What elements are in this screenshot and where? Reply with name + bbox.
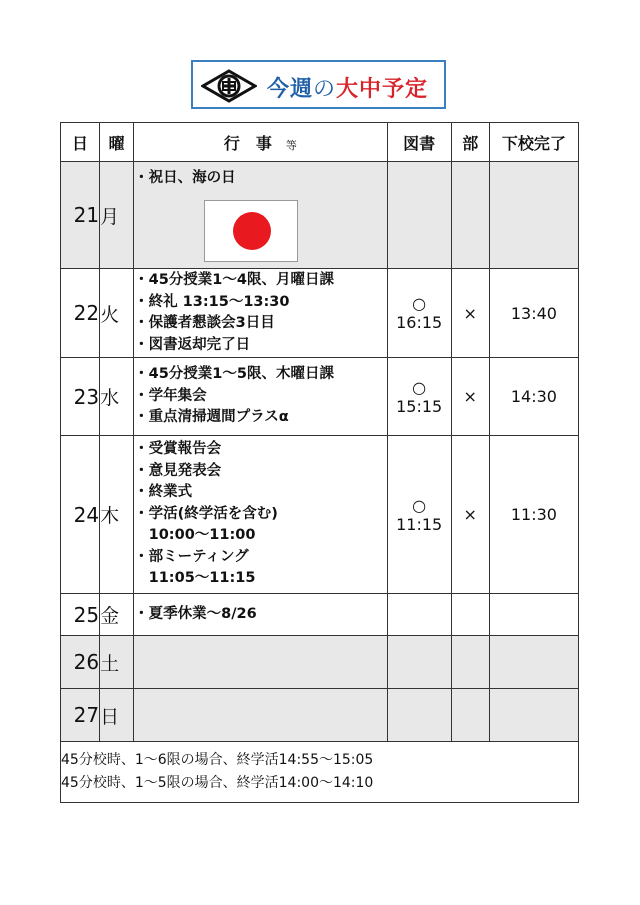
- table-row: [61, 689, 579, 742]
- row-club: ×: [451, 436, 489, 594]
- header-dismissal: 下校完了: [489, 123, 578, 162]
- row-dismissal: [489, 636, 578, 689]
- row-day: 25: [61, 594, 100, 636]
- row-day: 22: [61, 269, 100, 358]
- weekly-schedule-table: [60, 122, 579, 803]
- row-events: [134, 689, 387, 742]
- note-line: 45分校時、1～5限の場合、終学活14:00～14:10: [61, 775, 374, 791]
- row-events: ・夏季休業～8/26: [134, 594, 387, 636]
- title-banner: [191, 60, 446, 109]
- table-row: [61, 436, 579, 594]
- row-dow: 火: [100, 269, 134, 358]
- row-events: ・45分授業1～5限、木曜日課 ・学年集会 ・重点清掃週間プラスα: [134, 358, 387, 436]
- row-dismissal: [489, 689, 578, 742]
- row-library: [387, 594, 451, 636]
- schedule-notes: [61, 742, 579, 803]
- school-logo-icon: [201, 69, 257, 103]
- row-events: ・祝日、海の日: [134, 162, 387, 269]
- row-events: [134, 636, 387, 689]
- row-dow: 金: [100, 594, 134, 636]
- header-club: 部: [451, 123, 489, 162]
- row-dismissal: 13:40: [489, 269, 578, 358]
- library-open-mark: ○: [412, 294, 427, 313]
- row-library: ○ 15:15: [387, 358, 451, 436]
- table-row: [61, 358, 579, 436]
- table-row: [61, 594, 579, 636]
- row-library: ○ 16:15: [387, 269, 451, 358]
- row-library: [387, 162, 451, 269]
- notes-row: [61, 742, 579, 803]
- library-open-mark: ○: [412, 495, 427, 515]
- row-events: ・45分授業1～4限、月曜日課 ・終礼 13:15～13:30 ・保護者懇談会3日目 ・図書返却完了日: [134, 269, 387, 358]
- row-dow: 月: [100, 162, 134, 269]
- row-dow: 木: [100, 436, 134, 594]
- row-club: ×: [451, 358, 489, 436]
- row-library: ○ 11:15: [387, 436, 451, 594]
- row-library: [387, 636, 451, 689]
- row-club: [451, 594, 489, 636]
- japan-flag-icon: [204, 200, 298, 262]
- row-day: 26: [61, 636, 100, 689]
- row-day: 27: [61, 689, 100, 742]
- table-row: [61, 162, 579, 269]
- library-open-mark: ○: [412, 377, 427, 397]
- row-dismissal: [489, 594, 578, 636]
- row-day: 24: [61, 436, 100, 594]
- row-club: [451, 636, 489, 689]
- row-library: [387, 689, 451, 742]
- header-day: 日: [61, 123, 100, 162]
- table-header-row: [61, 123, 579, 162]
- row-dismissal: 11:30: [489, 436, 578, 594]
- row-day: 21: [61, 162, 100, 269]
- row-club: [451, 689, 489, 742]
- row-dow: 土: [100, 636, 134, 689]
- row-club: ×: [451, 269, 489, 358]
- table-row: [61, 636, 579, 689]
- row-day: 23: [61, 358, 100, 436]
- row-dow: 日: [100, 689, 134, 742]
- row-dismissal: 14:30: [489, 358, 578, 436]
- row-dismissal: [489, 162, 578, 269]
- row-dow: 水: [100, 358, 134, 436]
- note-line: 45分校時、1～6限の場合、終学活14:55～15:05: [61, 752, 374, 768]
- table-row: [61, 269, 579, 358]
- header-event: 行 事 等: [134, 123, 387, 162]
- header-library: 図書: [387, 123, 451, 162]
- row-club: [451, 162, 489, 269]
- page-title: 今週の大中予定: [267, 77, 429, 102]
- row-events: ・受賞報告会 ・意見発表会 ・終業式 ・学活(終学活を含む) 10:00～11:00 ・部ミーティング 11:05～11:15: [134, 436, 387, 594]
- header-dow: 曜: [100, 123, 134, 162]
